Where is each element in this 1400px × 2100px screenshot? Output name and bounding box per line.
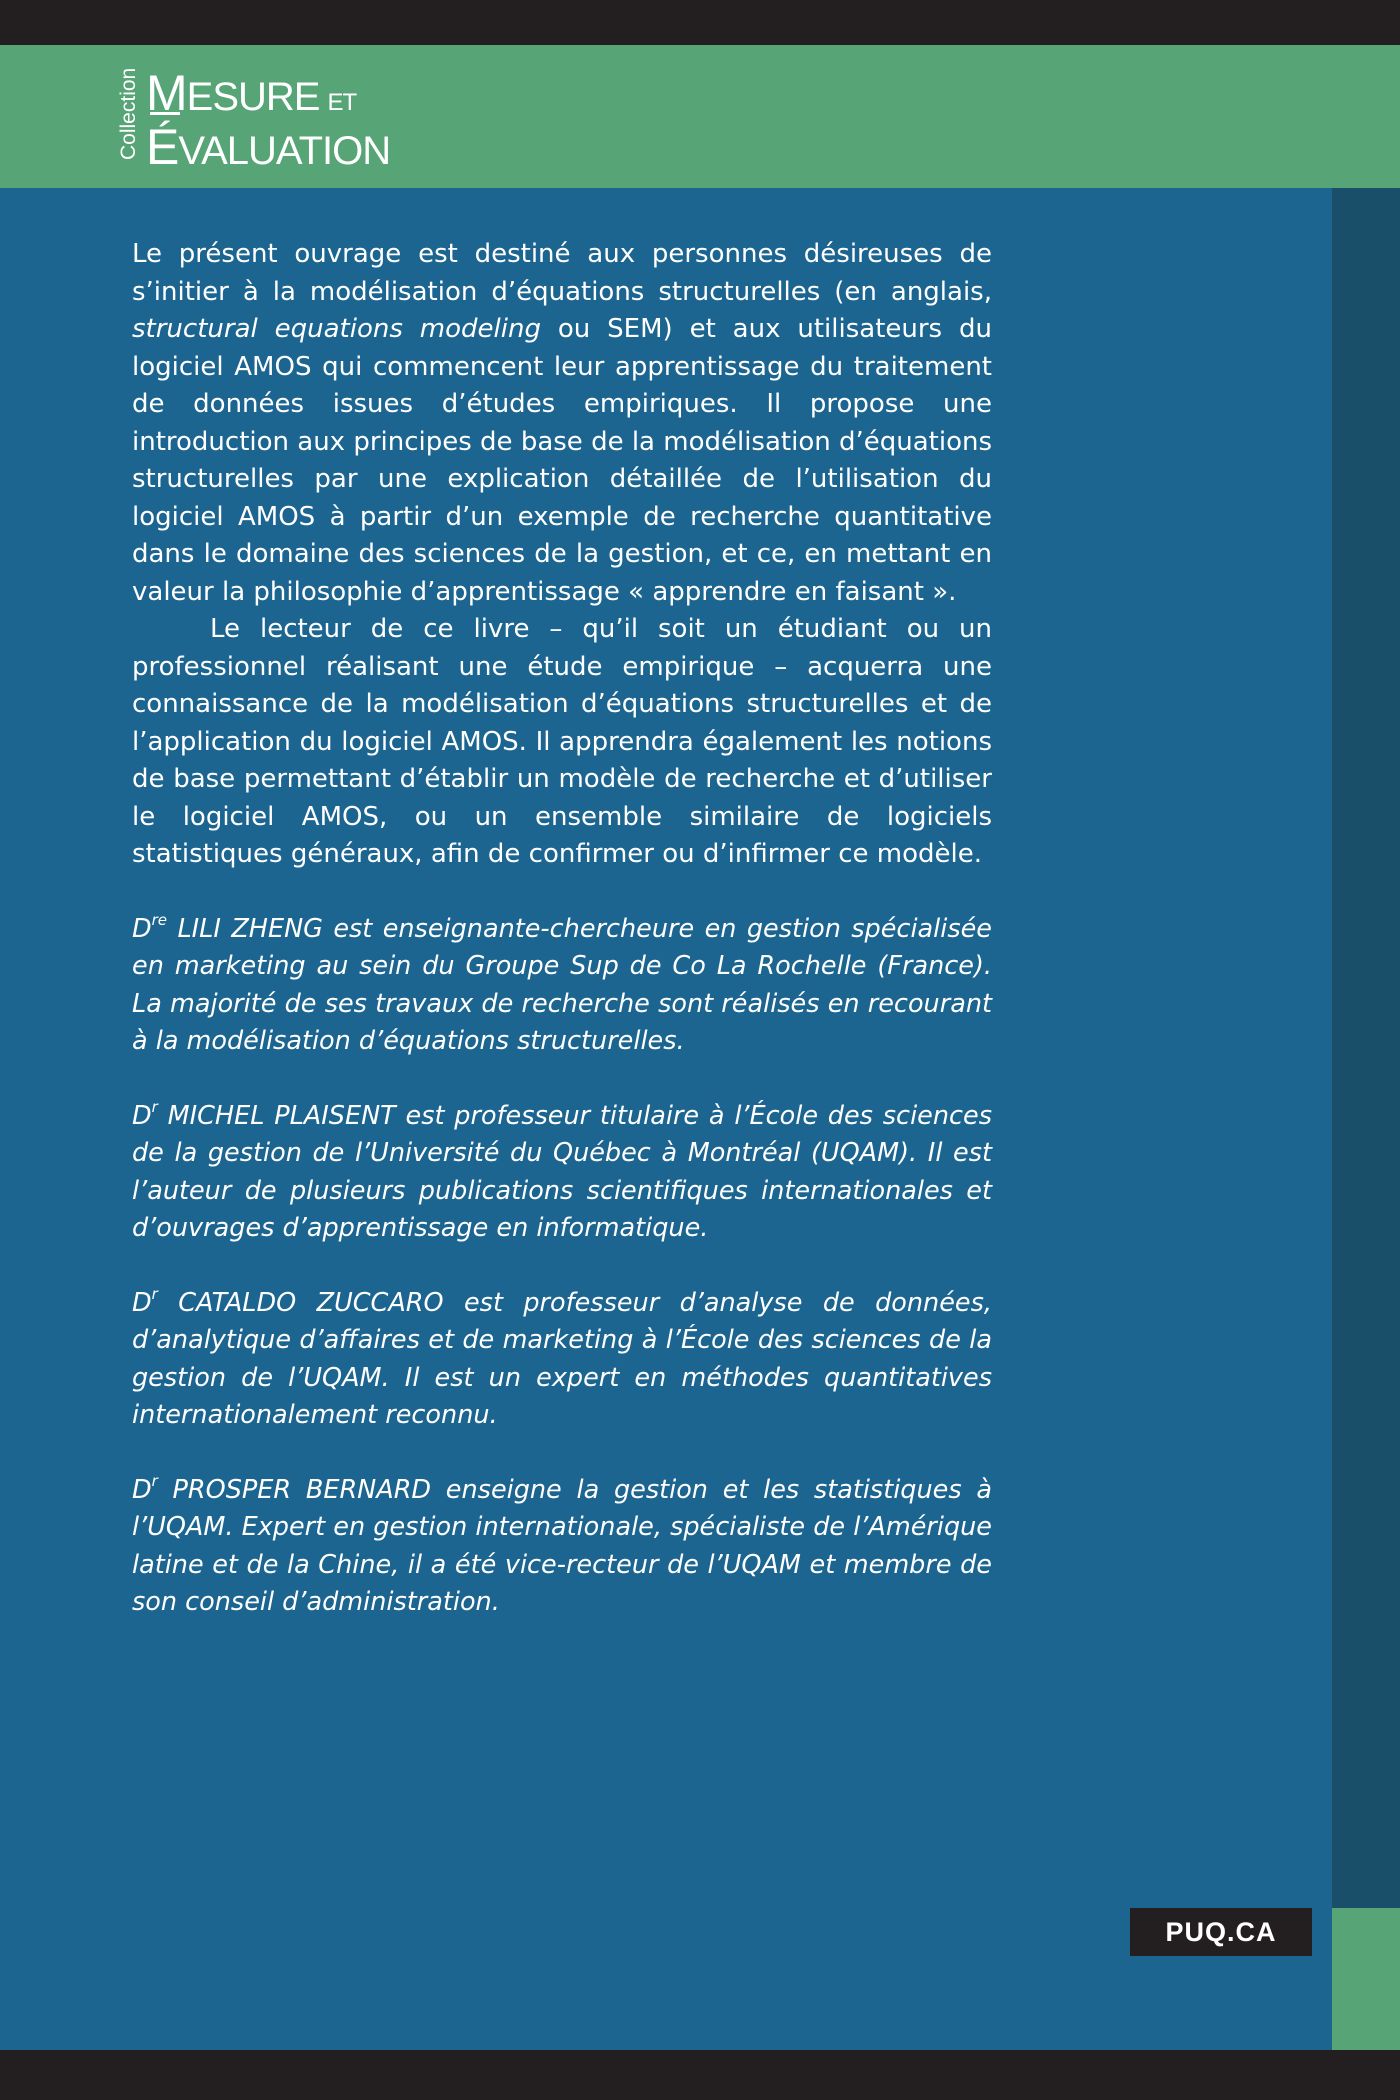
top-border — [0, 0, 1400, 45]
bottom-border — [0, 2050, 1400, 2100]
logo-et: ET — [327, 89, 357, 116]
spine-strip-accent — [1332, 1908, 1400, 2050]
spine-strip — [1332, 188, 1400, 1908]
summary-paragraph: Le lecteur de ce livre – qu’il soit un étudiant ou un professionnel réalisant une étude empirique – acquerra une connaissance de la modélisation d’équations structurelles et de l’application du logiciel AMOS. Il apprendra également les notions de base permettant d’établir un modèle de recherche et d’utiliser le logiciel AMOS, ou un ensemble similaire de logiciels statistiques généraux, afin de confirmer ou d’infirmer ce modèle. — [132, 614, 992, 869]
back-cover-text — [132, 236, 992, 1622]
publisher-badge[interactable]: PUQ.CA — [1130, 1908, 1312, 1956]
author-bio: $D^r$ MICHEL PLAISENT est professeur titulaire à l’École des sciences de la gestion de l’Université du Québec à Montréal (UQAM). Il est l’auteur de plusieurs publications scientifiques internationales et d’ouvrages d’apprentissage en informatique. — [132, 1098, 992, 1243]
collection-label: Collection — [117, 67, 140, 160]
author-bio: $D^r$ CATALDO ZUCCARO est professeur d’analyse de données, d’analytique d’affaires et de marketing à l’École des sciences de la gestion de l’UQAM. Il est un expert en méthodes quantitatives internationalement reconnu. — [132, 1285, 992, 1430]
logo-line-evaluation — [146, 119, 391, 175]
summary-italic-term: structural equations modeling — [132, 314, 541, 344]
logo-e: É — [146, 119, 179, 175]
logo-esure: ESURE — [186, 75, 320, 119]
logo-line-mesure — [146, 65, 357, 121]
summary-paragraph: Le présent ouvrage est destiné aux personnes désireuses de s’initier à la modélisation d’équations structurelles (en anglais, structural equations modeling ou SEM) et aux utilisateurs du logiciel AMOS qui commencent leur apprentissage du traitement de données issues d’études empiriques. Il propose une introduction aux principes de base de la modélisation d’équations structurelles par une explication détaillée de l’utilisation du logiciel AMOS à partir d’un exemple de recherche quantitative dans le domaine des sciences de la gestion, et ce, en mettant en valeur la philosophie d’apprentissage « apprendre en faisant ». — [132, 239, 993, 607]
author-bio: Dre LILI ZHENG est enseignante-chercheure en gestion spécialisée en marketing au sein du Groupe Sup de Co La Rochelle (France). La majorité de ses travaux de recherche sont réalisés en recourant à la modélisation d’équations structurelles. — [132, 911, 992, 1056]
logo-m: M — [146, 65, 187, 121]
author-bio: $D^r$ PROSPER BERNARD enseigne la gestion et les statistiques à l’UQAM. Expert en gestion internationale, spécialiste de l’Amérique latine et de la Chine, il a été vice-recteur de l’UQAM et membre de son conseil d’administration. — [132, 1472, 992, 1617]
logo-valuation: VALUATION — [178, 129, 391, 173]
